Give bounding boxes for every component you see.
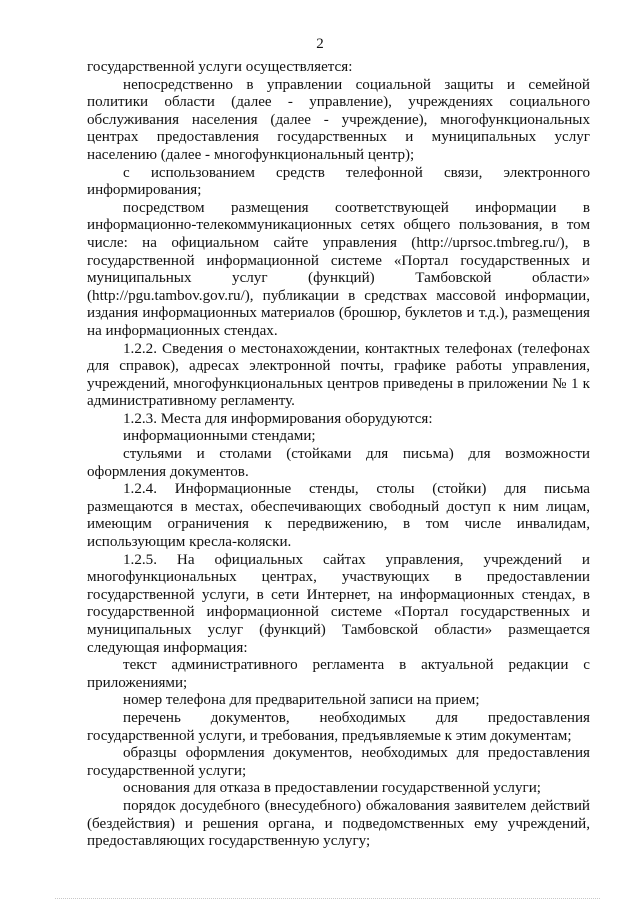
- paragraph: 1.2.2. Сведения о местонахождении, контактных телефонах (телефонах для справок), адресах электронной почты, графике работы управления, учреждений, многофункциональных центров приведены в приложении № 1 к административному регламенту.: [87, 340, 590, 410]
- paragraph: порядок досудебного (внесудебного) обжалования заявителем действий (бездействия) и решения органа, и подведомственных ему учреждений, предоставляющих государственную услугу;: [87, 797, 590, 850]
- paragraph: перечень документов, необходимых для предоставления государственной услуги, и требования, предъявляемые к этим документам;: [87, 709, 590, 744]
- paragraph: государственной услуги осуществляется:: [87, 59, 353, 75]
- paragraph: стульями и столами (стойками для письма) для возможности оформления документов.: [87, 446, 590, 480]
- paragraph: непосредственно в управлении социальной защиты и семейной политики области (далее - управление), учреждениях социального обслуживания населения (далее - учреждение), многофункциональных центрах предоставления государственных и муниципальных услуг населению (далее - многофункциональный центр);: [87, 76, 590, 163]
- paragraph: образцы оформления документов, необходимых для предоставления государственной услуги;: [87, 745, 590, 779]
- paragraph: посредством размещения соответствующей информации в информационно-телекоммуникационных сетях общего пользования, в том числе: на официальном сайте управления (http://uprsoc.tmbreg.ru/), в государственной информационной системе «Портал государственных и муниципальных услуг (функций) Тамбовской области» (http://pgu.tambov.gov.ru/), публикации в средствах массовой информации, издания информационных материалов (брошюр, буклетов и т.д.), размещения на информационных стендах.: [87, 199, 590, 339]
- paragraph: текст административного регламента в актуальной редакции с приложениями;: [87, 657, 590, 691]
- paragraph: 1.2.5. На официальных сайтах управления, учреждений и многофункциональных центрах, участвующих в предоставлении государственной услуги, в сети Интернет, на информационных стендах, в государственной информационной системе «Портал государственных и муниципальных услуг (функций) Тамбовской области» размещается следующая информация:: [87, 551, 590, 656]
- scan-edge-artifact: [55, 898, 600, 901]
- paragraph: информационными стендами;: [123, 428, 316, 445]
- paragraph: 1.2.3. Места для информирования оборудуются:: [123, 410, 433, 427]
- paragraph: с использованием средств телефонной связи, электронного информирования;: [87, 164, 590, 199]
- page-number: 2: [316, 36, 324, 52]
- document-body: [87, 59, 590, 851]
- paragraph: номер телефона для предварительной записи на прием;: [123, 692, 480, 709]
- paragraph: 1.2.4. Информационные стенды, столы (стойки) для письма размещаются в местах, обеспечивающих свободный доступ к ним лицам, имеющим ограничения к передвижению, в том числе инвалидам, использующим кресла-коляски.: [87, 481, 590, 551]
- paragraph: основания для отказа в предоставлении государственной услуги;: [123, 780, 541, 797]
